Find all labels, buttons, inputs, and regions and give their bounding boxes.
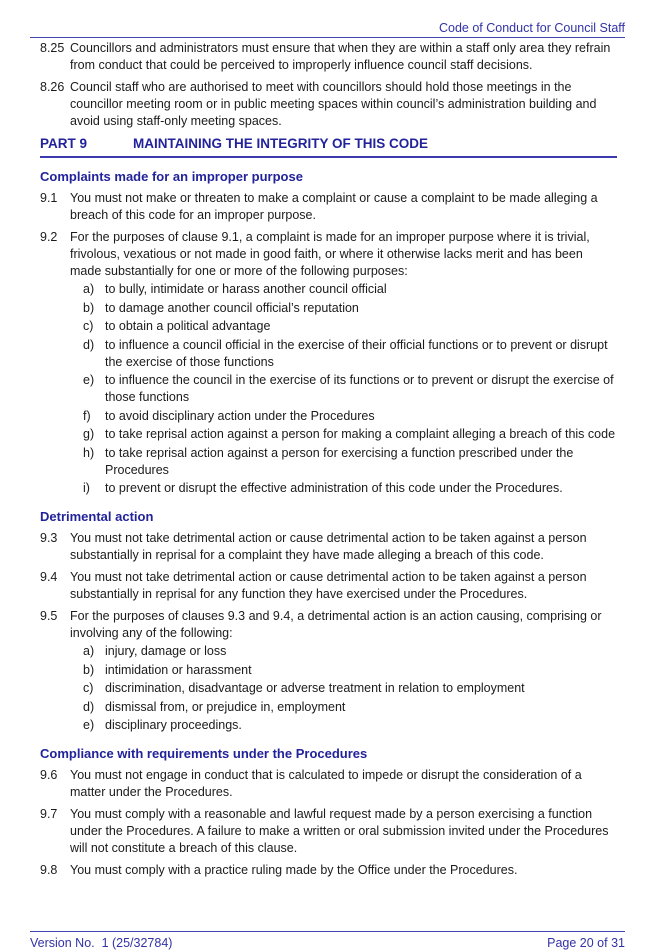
footer-version: Version No. 1 (25/32784) — [30, 936, 173, 950]
section-heading-complaints: Complaints made for an improper purpose — [40, 169, 303, 184]
footer-page-number: Page 20 of 31 — [547, 936, 625, 950]
list-item — [83, 281, 617, 298]
list-text: discrimination, disadvantage or adverse treatment in relation to employment — [105, 681, 525, 695]
clause-9-5 — [40, 608, 617, 737]
list-text: to avoid disciplinary action under the Procedures — [105, 408, 375, 423]
clause-text: Council staff who are authorised to meet with councillors should hold those meetings in the councillor meeting room or in public meeting spaces within council’s administration building and avoid using staff-only meeting spaces. — [70, 80, 597, 128]
list-text: injury, damage or loss — [105, 644, 227, 658]
part-9-heading — [40, 135, 617, 158]
clause-9-4 — [40, 569, 617, 603]
list-letter: d) — [83, 699, 95, 714]
list-item — [83, 643, 617, 660]
clause-text: You must comply with a reasonable and lawful request made by a person exercising a function under the Procedures. A failure to make a written or oral submission invited under the Procedures will not constitute a breach of this clause. — [70, 807, 609, 855]
clause-number: 9.4 — [40, 570, 58, 584]
list-text: to take reprisal action against a person for making a complaint alleging a breach of this code — [105, 427, 616, 441]
clause-body — [70, 229, 617, 500]
clause-number: 9.6 — [40, 768, 58, 782]
list-letter: g) — [83, 427, 95, 441]
clause-text: You must not take detrimental action or cause detrimental action to be taken against a person substantially in reprisal for any function they have exercised under the Procedures. — [70, 570, 587, 601]
clause-number: 9.5 — [40, 609, 58, 623]
list-letter: c) — [83, 681, 94, 695]
clause-9-7 — [40, 806, 617, 857]
clause-text: You must comply with a practice ruling made by the Office under the Procedures. — [70, 863, 518, 877]
clause-number: 9.3 — [40, 531, 58, 545]
list-item — [83, 337, 617, 371]
list-letter: b) — [83, 300, 95, 315]
clause-number: 8.25 — [40, 41, 65, 55]
clause-number: 9.2 — [40, 230, 58, 244]
clause-9-3 — [40, 530, 617, 564]
list-item — [83, 408, 617, 425]
list-letter: i) — [83, 481, 90, 495]
clause-number: 9.1 — [40, 191, 58, 205]
list-item — [83, 680, 617, 697]
list-item — [83, 717, 617, 734]
header-title: Code of Conduct for Council Staff — [439, 21, 625, 35]
list-text: disciplinary proceedings. — [105, 718, 242, 732]
clause-text: You must not make or threaten to make a complaint or cause a complaint to be made alleging a breach of this code for an improper purpose. — [70, 191, 598, 222]
clause-9-8 — [40, 862, 617, 879]
list-item — [83, 699, 617, 716]
list-letter: a) — [83, 644, 95, 658]
list-text: to bully, intimidate or harass another council official — [105, 282, 387, 296]
section-heading-detrimental-action: Detrimental action — [40, 509, 154, 524]
list-text: to take reprisal action against a person for exercising a function prescribed under the Procedures — [105, 445, 574, 477]
part-title: MAINTAINING THE INTEGRITY OF THIS CODE — [133, 136, 429, 151]
clause-text: Councillors and administrators must ensure that when they are within a staff only area they refrain from conduct that could be perceived to improperly influence council staff decisions. — [70, 41, 611, 72]
clause-9-2 — [40, 229, 617, 500]
clause-9-1 — [40, 190, 617, 224]
list-text: dismissal from, or prejudice in, employment — [105, 699, 346, 714]
clause-text: You must not engage in conduct that is calculated to impede or disrupt the consideration of a matter under the Procedures. — [70, 768, 582, 799]
clause-number: 8.26 — [40, 80, 65, 94]
list-item — [83, 372, 617, 406]
part-label: PART 9 — [40, 136, 88, 151]
list-letter: b) — [83, 662, 95, 677]
page-footer — [30, 931, 625, 950]
clause-text: For the purposes of clause 9.1, a complaint is made for an improper purpose where it is trivial, frivolous, vexatious or not made in good faith, or where it otherwise lacks merit and has been made substantially for one or more of the following purposes: — [70, 230, 590, 278]
list-letter: d) — [83, 337, 95, 352]
clause-text: For the purposes of clauses 9.3 and 9.4, a detrimental action is an action causing, comprising or involving any of the following: — [70, 609, 602, 640]
list-text: intimidation or harassment — [105, 662, 252, 677]
clause-8-26 — [40, 79, 617, 130]
lettered-list — [83, 281, 617, 497]
section-heading-compliance: Compliance with requirements under the Procedures — [40, 746, 368, 761]
list-letter: h) — [83, 445, 95, 460]
clause-body — [70, 608, 617, 737]
list-item — [83, 426, 617, 443]
list-item — [83, 300, 617, 317]
list-letter: e) — [83, 373, 95, 387]
clause-number: 9.8 — [40, 863, 58, 877]
list-item — [83, 662, 617, 679]
list-text: to damage another council official’s reputation — [105, 300, 359, 315]
clause-text: You must not take detrimental action or cause detrimental action to be taken against a person substantially in reprisal for a complaint they have made alleging a breach of this code. — [70, 531, 587, 562]
list-letter: f) — [83, 408, 91, 423]
page-content — [40, 40, 617, 884]
list-item — [83, 445, 617, 479]
lettered-list — [83, 643, 617, 734]
list-item — [83, 318, 617, 335]
clause-9-6 — [40, 767, 617, 801]
list-text: to influence a council official in the exercise of their official functions or to prevent or disrupt the exercise of those functions — [105, 337, 608, 369]
list-text: to obtain a political advantage — [105, 319, 271, 333]
list-text: to prevent or disrupt the effective administration of this code under the Procedures. — [105, 481, 563, 495]
list-letter: a) — [83, 282, 95, 296]
list-text: to influence the council in the exercise of its functions or to prevent or disrupt the exercise of those functions — [105, 373, 614, 404]
clause-8-25 — [40, 40, 617, 74]
list-letter: c) — [83, 319, 94, 333]
list-item — [83, 480, 617, 497]
clause-number: 9.7 — [40, 807, 58, 821]
list-letter: e) — [83, 718, 95, 732]
page-header — [30, 21, 625, 38]
